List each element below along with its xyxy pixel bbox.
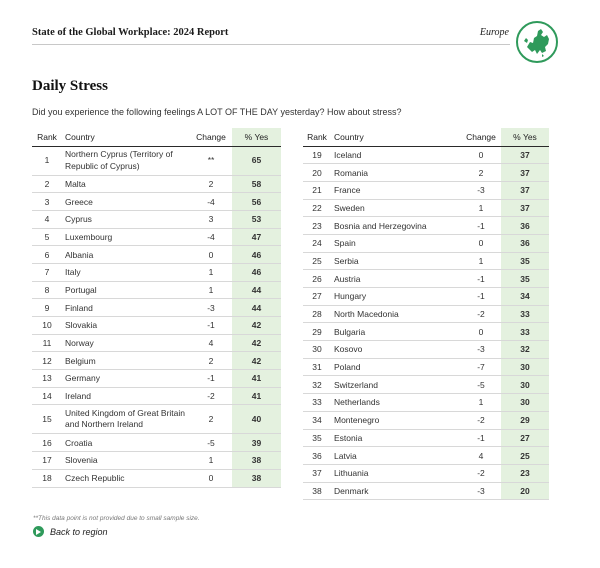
- table-row: [303, 217, 549, 235]
- country-cell: Bulgaria: [331, 323, 461, 341]
- table-row: [32, 434, 281, 452]
- change-cell: 0: [461, 234, 501, 252]
- table-row: [303, 358, 549, 376]
- country-cell: Kosovo: [331, 341, 461, 359]
- yes-cell: 32: [501, 341, 549, 359]
- rank-cell: 27: [303, 288, 331, 306]
- table-row: [32, 175, 281, 193]
- table-row: [303, 464, 549, 482]
- change-cell: -2: [190, 387, 232, 405]
- change-cell: 3: [190, 210, 232, 228]
- survey-question: Did you experience the following feelings A LOT OF THE DAY yesterday? How about stress?: [32, 107, 402, 117]
- rank-cell: 22: [303, 199, 331, 217]
- change-cell: 2: [190, 405, 232, 434]
- rank-cell: 14: [32, 387, 62, 405]
- change-cell: 1: [461, 394, 501, 412]
- yes-cell: 47: [232, 228, 281, 246]
- table-row: [32, 210, 281, 228]
- table-row: [32, 281, 281, 299]
- change-cell: -1: [461, 217, 501, 235]
- yes-cell: 44: [232, 299, 281, 317]
- rank-cell: 24: [303, 234, 331, 252]
- country-cell: Slovenia: [62, 452, 190, 470]
- yes-cell: 42: [232, 334, 281, 352]
- change-cell: 1: [461, 199, 501, 217]
- country-cell: Romania: [331, 164, 461, 182]
- rank-cell: 30: [303, 341, 331, 359]
- region-label: Europe: [479, 27, 509, 38]
- yes-cell: 23: [501, 464, 549, 482]
- table-row: [303, 181, 549, 199]
- table-row: [303, 146, 549, 164]
- rank-header: Rank: [303, 128, 331, 146]
- rank-cell: 18: [32, 469, 62, 487]
- country-cell: Poland: [331, 358, 461, 376]
- country-cell: Netherlands: [331, 394, 461, 412]
- rank-cell: 7: [32, 263, 62, 281]
- country-cell: Serbia: [331, 252, 461, 270]
- rank-cell: 4: [32, 210, 62, 228]
- country-cell: Germany: [62, 370, 190, 388]
- yes-cell: 53: [232, 210, 281, 228]
- change-cell: -3: [461, 181, 501, 199]
- rank-cell: 33: [303, 394, 331, 412]
- rank-cell: 38: [303, 482, 331, 500]
- country-cell: Bosnia and Herzegovina: [331, 217, 461, 235]
- country-cell: Latvia: [331, 447, 461, 465]
- table-row: [32, 452, 281, 470]
- table-row: [303, 164, 549, 182]
- table-row: [32, 228, 281, 246]
- change-cell: 4: [461, 447, 501, 465]
- rank-cell: 1: [32, 146, 62, 175]
- yes-cell: 36: [501, 234, 549, 252]
- table-row: [32, 246, 281, 264]
- country-cell: Lithuania: [331, 464, 461, 482]
- change-cell: -1: [190, 370, 232, 388]
- yes-cell: 58: [232, 175, 281, 193]
- back-to-region-link[interactable]: [33, 526, 108, 537]
- country-cell: Portugal: [62, 281, 190, 299]
- change-cell: **: [190, 146, 232, 175]
- change-cell: 2: [461, 164, 501, 182]
- stress-table-left: [32, 128, 281, 488]
- rank-cell: 32: [303, 376, 331, 394]
- table-row: [303, 341, 549, 359]
- table-row: [32, 405, 281, 434]
- rank-cell: 34: [303, 411, 331, 429]
- change-cell: -2: [461, 305, 501, 323]
- table-row: [32, 387, 281, 405]
- country-cell: Greece: [62, 193, 190, 211]
- rank-header: Rank: [32, 128, 62, 146]
- table-row: [303, 429, 549, 447]
- change-cell: -1: [190, 317, 232, 335]
- rank-cell: 23: [303, 217, 331, 235]
- table-row: [32, 317, 281, 335]
- change-cell: -1: [461, 288, 501, 306]
- rank-cell: 12: [32, 352, 62, 370]
- change-cell: -3: [461, 341, 501, 359]
- yes-cell: 25: [501, 447, 549, 465]
- rank-cell: 17: [32, 452, 62, 470]
- country-cell: Croatia: [62, 434, 190, 452]
- table-row: [303, 234, 549, 252]
- country-cell: Austria: [331, 270, 461, 288]
- yes-cell: 29: [501, 411, 549, 429]
- yes-cell: 37: [501, 181, 549, 199]
- country-cell: North Macedonia: [331, 305, 461, 323]
- change-cell: 4: [190, 334, 232, 352]
- table-row: [303, 323, 549, 341]
- rank-cell: 13: [32, 370, 62, 388]
- yes-cell: 30: [501, 358, 549, 376]
- rank-cell: 31: [303, 358, 331, 376]
- country-cell: Spain: [331, 234, 461, 252]
- footnote: **This data point is not provided due to small sample size.: [33, 515, 200, 522]
- rank-cell: 6: [32, 246, 62, 264]
- table-row: [32, 370, 281, 388]
- table-row: [303, 394, 549, 412]
- change-cell: -1: [461, 429, 501, 447]
- change-cell: -2: [461, 464, 501, 482]
- change-header: Change: [190, 128, 232, 146]
- rank-cell: 11: [32, 334, 62, 352]
- change-cell: 2: [190, 175, 232, 193]
- change-cell: 0: [190, 246, 232, 264]
- country-cell: Ireland: [62, 387, 190, 405]
- change-cell: 1: [461, 252, 501, 270]
- yes-cell: 34: [501, 288, 549, 306]
- country-cell: Denmark: [331, 482, 461, 500]
- country-cell: Montenegro: [331, 411, 461, 429]
- rank-cell: 9: [32, 299, 62, 317]
- table-row: [303, 252, 549, 270]
- change-cell: 2: [190, 352, 232, 370]
- yes-cell: 35: [501, 252, 549, 270]
- change-cell: -5: [190, 434, 232, 452]
- yes-cell: 35: [501, 270, 549, 288]
- yes-cell: 39: [232, 434, 281, 452]
- table-row: [32, 299, 281, 317]
- change-cell: -7: [461, 358, 501, 376]
- yes-cell: 38: [232, 469, 281, 487]
- table-header-row: [303, 128, 549, 146]
- table-row: [303, 305, 549, 323]
- country-header: Country: [62, 128, 190, 146]
- change-cell: -3: [190, 299, 232, 317]
- europe-map-icon[interactable]: [516, 21, 558, 63]
- change-cell: 1: [190, 263, 232, 281]
- yes-cell: 36: [501, 217, 549, 235]
- change-cell: -3: [461, 482, 501, 500]
- change-cell: -4: [190, 193, 232, 211]
- yes-cell: 41: [232, 370, 281, 388]
- yes-cell: 42: [232, 317, 281, 335]
- country-cell: Slovakia: [62, 317, 190, 335]
- yes-cell: 37: [501, 199, 549, 217]
- table-row: [303, 376, 549, 394]
- table-row: [303, 411, 549, 429]
- table-row: [32, 352, 281, 370]
- rank-cell: 15: [32, 405, 62, 434]
- yes-cell: 30: [501, 394, 549, 412]
- change-cell: -5: [461, 376, 501, 394]
- yes-cell: 40: [232, 405, 281, 434]
- yes-cell: 33: [501, 323, 549, 341]
- yes-cell: 30: [501, 376, 549, 394]
- yes-cell: 44: [232, 281, 281, 299]
- stress-table-right: [303, 128, 549, 500]
- yes-cell: 37: [501, 146, 549, 164]
- yes-cell: 27: [501, 429, 549, 447]
- change-cell: -1: [461, 270, 501, 288]
- change-cell: 0: [461, 146, 501, 164]
- rank-cell: 36: [303, 447, 331, 465]
- section-title: Daily Stress: [32, 78, 108, 94]
- country-header: Country: [331, 128, 461, 146]
- change-cell: 1: [190, 452, 232, 470]
- yes-cell: 46: [232, 246, 281, 264]
- rank-cell: 2: [32, 175, 62, 193]
- country-cell: Iceland: [331, 146, 461, 164]
- rank-cell: 35: [303, 429, 331, 447]
- table-row: [32, 146, 281, 175]
- country-cell: Hungary: [331, 288, 461, 306]
- country-cell: Norway: [62, 334, 190, 352]
- yes-cell: 42: [232, 352, 281, 370]
- yes-cell: 41: [232, 387, 281, 405]
- rank-cell: 29: [303, 323, 331, 341]
- country-cell: Albania: [62, 246, 190, 264]
- rank-cell: 21: [303, 181, 331, 199]
- rank-cell: 28: [303, 305, 331, 323]
- country-cell: Finland: [62, 299, 190, 317]
- yes-header: % Yes: [232, 128, 281, 146]
- change-cell: -4: [190, 228, 232, 246]
- yes-cell: 56: [232, 193, 281, 211]
- back-link-label: Back to region: [50, 526, 108, 537]
- change-cell: 1: [190, 281, 232, 299]
- change-cell: 0: [190, 469, 232, 487]
- yes-cell: 37: [501, 164, 549, 182]
- country-cell: Northern Cyprus (Territory of Republic of Cyprus): [62, 146, 190, 175]
- rank-cell: 19: [303, 146, 331, 164]
- report-title: State of the Global Workplace: 2024 Report: [32, 27, 229, 38]
- yes-header: % Yes: [501, 128, 549, 146]
- rank-cell: 3: [32, 193, 62, 211]
- country-cell: Malta: [62, 175, 190, 193]
- country-cell: Italy: [62, 263, 190, 281]
- change-header: Change: [461, 128, 501, 146]
- yes-cell: 46: [232, 263, 281, 281]
- table-header-row: [32, 128, 281, 146]
- country-cell: Luxembourg: [62, 228, 190, 246]
- rank-cell: 16: [32, 434, 62, 452]
- rank-cell: 8: [32, 281, 62, 299]
- yes-cell: 20: [501, 482, 549, 500]
- table-row: [303, 447, 549, 465]
- rank-cell: 26: [303, 270, 331, 288]
- table-row: [32, 193, 281, 211]
- table-row: [303, 288, 549, 306]
- table-row: [32, 334, 281, 352]
- country-cell: Belgium: [62, 352, 190, 370]
- table-row: [303, 199, 549, 217]
- country-cell: Estonia: [331, 429, 461, 447]
- rank-cell: 5: [32, 228, 62, 246]
- country-cell: Sweden: [331, 199, 461, 217]
- rank-cell: 10: [32, 317, 62, 335]
- country-cell: United Kingdom of Great Britain and Northern Ireland: [62, 405, 190, 434]
- rank-cell: 25: [303, 252, 331, 270]
- rank-cell: 37: [303, 464, 331, 482]
- header-divider: [32, 44, 510, 45]
- table-row: [303, 482, 549, 500]
- play-circle-icon: [33, 526, 44, 537]
- yes-cell: 38: [232, 452, 281, 470]
- change-cell: -2: [461, 411, 501, 429]
- country-cell: France: [331, 181, 461, 199]
- yes-cell: 65: [232, 146, 281, 175]
- country-cell: Cyprus: [62, 210, 190, 228]
- table-row: [32, 469, 281, 487]
- table-row: [303, 270, 549, 288]
- country-cell: Czech Republic: [62, 469, 190, 487]
- change-cell: 0: [461, 323, 501, 341]
- table-row: [32, 263, 281, 281]
- yes-cell: 33: [501, 305, 549, 323]
- rank-cell: 20: [303, 164, 331, 182]
- country-cell: Switzerland: [331, 376, 461, 394]
